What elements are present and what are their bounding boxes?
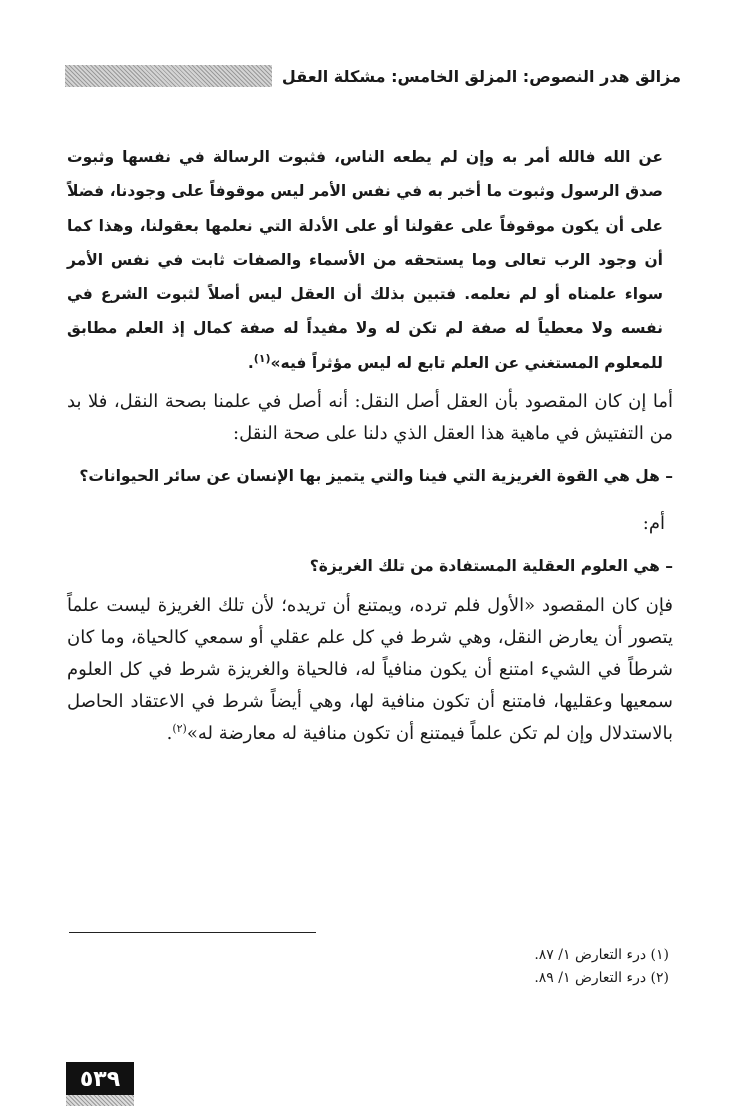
page-number-pattern — [66, 1095, 134, 1106]
main-text — [67, 140, 673, 750]
footnote-2: (٢) درء التعارض ١/ ٨٩. — [534, 970, 669, 986]
quote-text: عن الله فالله أمر به وإن لم يطعه الناس، فثبوت الرسالة في نفسها وثبوت صدق الرسول وثبوت ما أخبر به في نفس الأمر ليس موقوفاً على وجودنا، فضلاً على أن يكون موقوفاً على عقولنا أو على الأدلة التي نعلمها بعقولنا، وهذا كما أن وجود الرب تعالى وما يستحقه من الأسماء والصفات ثابت في نفس الأمر سواء علمناه أو لم نعلمه. فتبين بذلك أن العقل ليس أصلاً لثبوت الشرع في نفسه ولا معطياً له صفة لم تكن له ولا مفيداً له صفة كمال إذ العلم مطابق للمعلوم المستغني عن العلم تابع له ليس مؤثراً فيه» — [67, 148, 663, 372]
footnote-separator — [69, 932, 316, 933]
footnote-1: (١) درء التعارض ١/ ٨٧. — [534, 947, 669, 963]
or-word: أم: — [642, 513, 665, 535]
running-title: مزالق هدر النصوص: المزلق الخامس: مشكلة العقل — [281, 66, 681, 86]
page-header — [65, 62, 681, 90]
quote-paragraph — [67, 140, 673, 380]
footnote-ref-2: (٢) — [172, 722, 187, 736]
option-2: – هي العلوم العقلية المستفادة من تلك الغريزة؟ — [309, 557, 673, 576]
header-decorative-bar — [65, 65, 272, 87]
paragraph-2-end: . — [166, 723, 173, 745]
option-1: – هل هي القوة الغريزية التي فينا والتي يتميز بها الإنسان عن سائر الحيوانات؟ — [79, 467, 673, 486]
footnote-ref-1: (١) — [253, 351, 271, 365]
paragraph-2 — [67, 590, 673, 750]
quote-end: . — [247, 353, 254, 372]
footnotes — [534, 944, 669, 990]
paragraph-2-text: فإن كان المقصود «الأول فلم ترده، ويمتنع أن تريده؛ لأن تلك الغريزة ليست علماً يتصور أن يعارض النقل، وهي شرط في كل علم عقلي أو سمعي كالحياة، وما كان شرطاً في الشيء امتنع أن يكون منافياً له، فالحياة والغريزة شرط في كل العلوم سمعيها وعقليها، فامتنع أن تكون منافية لها، وهي أيضاً شرط في الاعتقاد الحاصل بالاستدلال وإن لم تكن علماً فيمتنع أن تكون منافية له معارضة له» — [67, 595, 673, 745]
paragraph-1: أما إن كان المقصود بأن العقل أصل النقل: أنه أصل في علمنا بصحة النقل، فلا بد من التفتيش في ماهية هذا العقل الذي دلنا على صحة النقل: — [67, 391, 673, 445]
page-number: ٥٣٩ — [66, 1062, 134, 1098]
